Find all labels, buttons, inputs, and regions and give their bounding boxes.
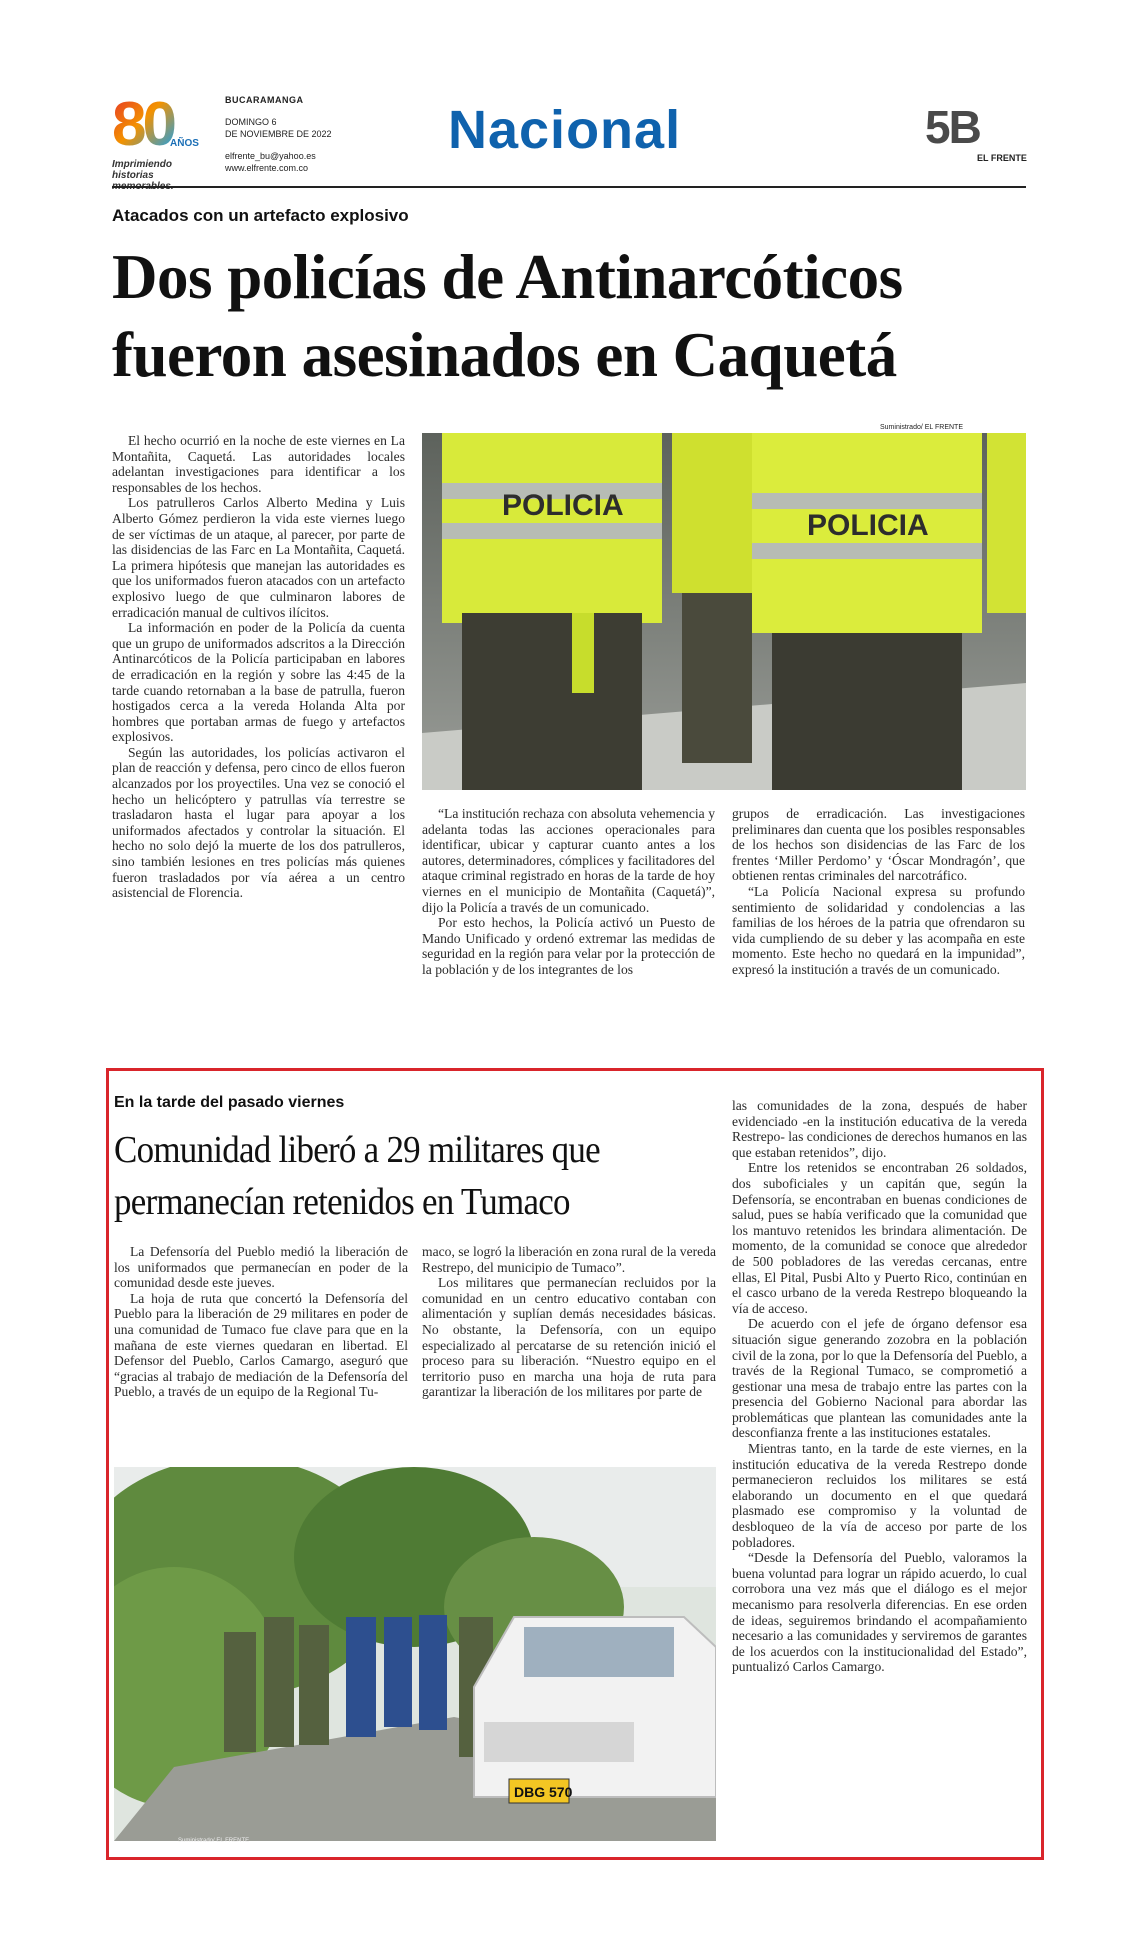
article1-photo-credit: Suministrado/ EL FRENTE <box>880 424 963 431</box>
article1-paragraph: El hecho ocurrió en la noche de este viernes en La Montañita, Caquetá. Las autoridades locales adelantan investigaciones para identificar a los responsables de los hechos. <box>112 433 405 495</box>
article1-paragraph: “La Policía Nacional expresa su profundo sentimiento de solidaridad y condolencias a las familias de los héroes de la patria que ofrendaron su vida cumpliendo de su deber y las acompaña en este momento. Este hecho no quedará en la impunidad”, expresó la institución a través de un comunicado. <box>732 883 1025 977</box>
article2-column-1 <box>114 1244 408 1460</box>
article1-column-2 <box>422 806 715 1046</box>
license-plate-text: DBG 570 <box>514 1784 573 1800</box>
logo-anniversary-number: 80 <box>112 94 212 156</box>
article1-headline <box>112 238 1032 394</box>
article2-paragraph: La Defensoría del Pueblo medió la liberación de los uniformados que permanecían en poder de la comunidad desde este jueves. <box>114 1244 408 1291</box>
article2-paragraph: De acuerdo con el jefe de órgano defensor esa situación sigue generando zozobra en la población civil de la zona, por lo que la Defensoría del Pueblo, a través de la Regional Tumaco, se comprometió a gestionar una mesa de trabajo entre las partes con la presencia del Gobierno Nacional para abordar las problemáticas que plantean las comunidades ante la desconfianza frente a las instituciones estatales. <box>732 1316 1027 1441</box>
article2-headline-line2: permanecían retenidos en Tumaco <box>114 1181 570 1223</box>
header-day: DOMINGO 6 <box>225 117 277 127</box>
header-meta <box>225 94 332 174</box>
article2-photo-soldiers <box>114 1467 716 1841</box>
article2-paragraph: Entre los retenidos se encontraban 26 soldados, dos suboficiales y un capitán que, según la Defensoría, se encontraban en buenas condiciones de salud, pues se había verificado que la comunidad que los mantuvo retenidos les brindara alimentación. De momento, de la comunidad se conoce que alrededor de 500 pobladores de las veredas cercanas, entre ellas, El Pital, Pusbi Alto y Puerto Rico, continúan en el casco urbano de la vereda Restrepo bloqueando la vía de acceso. <box>732 1160 1027 1316</box>
article1-column-3 <box>732 806 1025 1046</box>
article2-column-3 <box>732 1098 1027 1848</box>
article2-kicker: En la tarde del pasado viernes <box>114 1094 345 1111</box>
newspaper-logo <box>112 90 212 194</box>
header-rule <box>112 186 1026 188</box>
page-brand: EL FRENTE <box>977 153 1027 163</box>
article2-paragraph: La hoja de ruta que concertó la Defensoría del Pueblo para la liberación de 29 militares en poder de una comunidad de Tumaco fue clave para que en la mañana de este viernes quedaran en libertad. El Defensor del Pueblo, Carlos Camargo, aseguró que “gracias al trabajo de mediación de la Defensoría del Pueblo, a través de un equipo de la Regional Tu- <box>114 1290 408 1400</box>
article1-photo-police <box>422 433 1026 790</box>
article2-paragraph: “Desde la Defensoría del Pueblo, valoramos la buena voluntad para lograr un rápido acuerdo, lo cual corrobora una vez más que el diálogo es el mejor mecanismo para resolverla diferencias. En ese orden de ideas, seguiremos brindando el acompañamiento necesario a las comunidades y serviremos de garantes de los acuerdos con la institucionalidad del Estado”, puntualizó Carlos Camargo. <box>732 1550 1027 1675</box>
soldiers-photo-illustration <box>114 1467 716 1841</box>
logo-anos-label: AÑOS <box>170 138 199 149</box>
article1-paragraph: grupos de erradicación. Las investigaciones preliminares dan cuenta que los posibles responsables de los hechos son disidencias de las Farc de los frentes ‘Miller Perdomo’ y ‘Óscar Mondragón’, que obtienen rentas criminales del narcotráfico. <box>732 806 1025 884</box>
article1-paragraph: La información en poder de la Policía da cuenta que un grupo de uniformados adscritos a la Dirección Antinarcóticos de la Policía participaban en labores de erradicación en la región y sobre las 4:45 de la tarde cuando retornaban a la base de patrulla, fueron hostigados cerca a la vereda Holanda Alta por hombres que portaban armas de fuego y artefactos explosivos. <box>112 620 405 745</box>
article2-headline <box>114 1124 675 1228</box>
logo-tagline-line1: Imprimiendo historias <box>112 159 173 181</box>
article2-photo-credit: Suministrado/ EL FRENTE <box>178 1838 250 1844</box>
article2-paragraph: Los militares que permanecían recluidos por la comunidad en un centro educativo contaban con alimentación y suplían demás necesidades básicas. No obstante, la Defensoría, con un equipo especializado al percatarse de su retención inició el proceso para su liberación. “Nuestro equipo en el territorio puso en marcha una hoja de ruta para garantizar la liberación de los militares por parte de <box>422 1275 716 1400</box>
header-website[interactable]: www.elfrente.com.co <box>225 163 309 173</box>
vest-label-right: POLICIA <box>807 509 929 542</box>
article2-headline-line1: Comunidad liberó a 29 militares que <box>114 1129 600 1171</box>
police-photo-illustration <box>422 433 1026 790</box>
article1-paragraph: “La institución rechaza con absoluta vehemencia y adelanta todas las acciones operacionales para identificar, ubicar y capturar cuanto antes a los autores, determinadores, cómplices y facilitadores del ataque criminal registrado en horas de la tarde de hoy viernes en el municipio de Montañita (Caquetá)”, dijo la Policía a través de un comunicado. <box>422 806 715 915</box>
header-email[interactable]: elfrente_bu@yahoo.es <box>225 151 316 161</box>
article1-headline-line2: fueron asesinados en Caquetá <box>112 320 897 390</box>
article1-headline-line1: Dos policías de Antinarcóticos <box>112 242 903 312</box>
article2-paragraph: maco, se logró la liberación en zona rural de la vereda Restrepo, del municipio de Tumaco”. <box>422 1244 716 1275</box>
article2-paragraph: Mientras tanto, en la tarde de este viernes, en la institución educativa de la vereda Restrepo donde permanecieron recluidos los militares se está elaborando un documento en el que quedará plasmado ese compromiso y la voluntad de desbloqueo de la vía de acceso por parte de los pobladores. <box>732 1441 1027 1550</box>
vest-label-left: POLICIA <box>502 489 624 522</box>
article1-paragraph: Por esto hechos, la Policía activó un Puesto de Mando Unificado y ordenó extremar las medidas de seguridad en la región para velar por la protección de la población y de los integrantes de los <box>422 915 715 977</box>
article2-column-2 <box>422 1244 716 1460</box>
article1-paragraph: Los patrulleros Carlos Alberto Medina y Luis Alberto Gómez perdieron la vida este viernes luego de ser víctimas de un ataque, al parecer, por parte de las disidencias de las Farc en La Montañita, Caquetá. La primera hipótesis que manejan las autoridades es que los uniformados fueron atacados con un artefacto explosivo luego de que culminaron labores de erradicación manual de cultivos ilícitos. <box>112 495 405 620</box>
page-number: 5B <box>925 101 980 153</box>
article2-paragraph: las comunidades de la zona, después de haber evidenciado -en la institución educativa de la vereda Restrepo- las condiciones de derechos humanos en las que estaban retenidos”, dijo. <box>732 1098 1027 1160</box>
article1-kicker: Atacados con un artefacto explosivo <box>112 206 409 225</box>
header-city: BUCARAMANGA <box>225 95 304 105</box>
section-title: Nacional <box>448 100 682 160</box>
article1-paragraph: Según las autoridades, los policías activaron el plan de reacción y defensa, pero cinco de ellos fueron alcanzados por los proyectiles. Una vez se conoció el hecho un helicóptero y patrullas vía terrestre se trasladaron hasta el lugar para apoyar a los uniformados afectados y controlar la situación. El hecho no solo dejó la muerte de los dos patrulleros, sino también lesiones en tres policías más quienes fueron trasladados por vía aérea a un centro asistencial de Florencia. <box>112 744 405 901</box>
header-date: DE NOVIEMBRE DE 2022 <box>225 129 332 139</box>
article1-column-1 <box>112 433 405 1043</box>
